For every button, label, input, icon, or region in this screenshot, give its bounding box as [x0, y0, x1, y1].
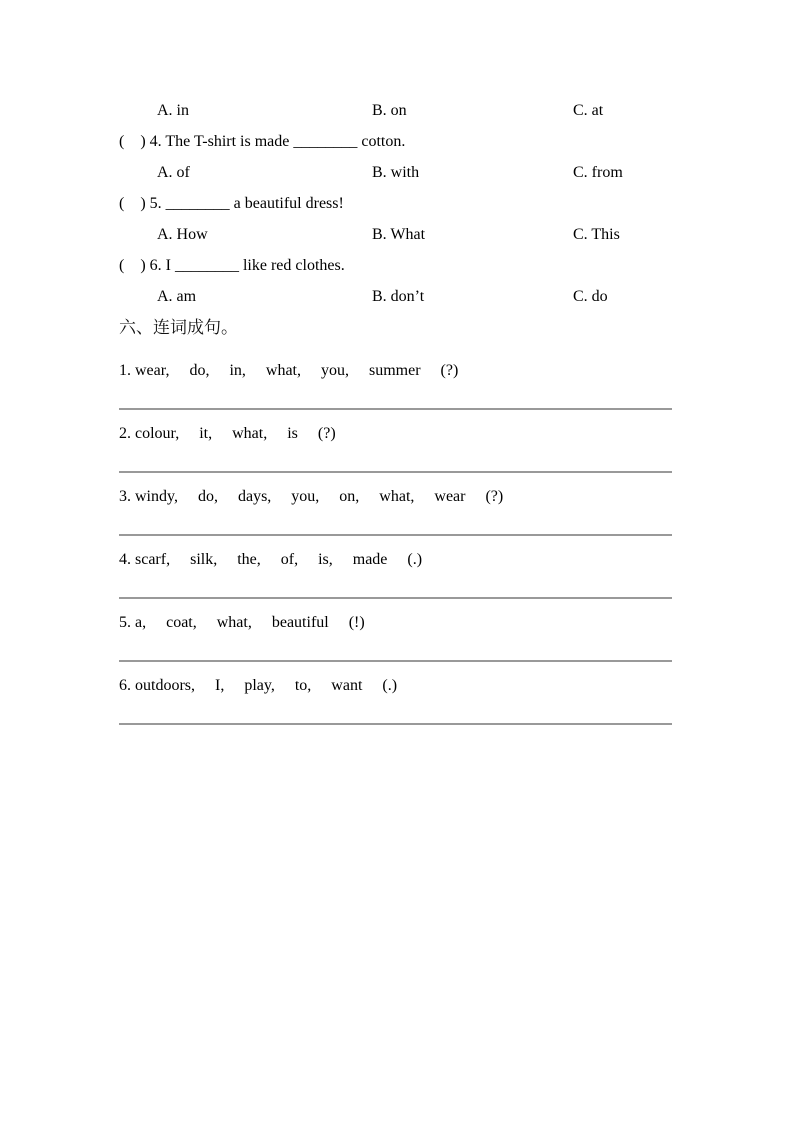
option-c: C. This	[573, 226, 620, 243]
rearrange-item-6	[119, 676, 672, 725]
options-row-q3	[119, 95, 672, 126]
option-b: B. don’t	[372, 288, 425, 305]
answer-line	[119, 534, 672, 536]
option-b: B. on	[372, 102, 407, 119]
multiple-choice-section	[119, 95, 672, 312]
rearrange-item-text: 5. a, coat, what, beautiful (!)	[119, 614, 365, 631]
option-c: C. from	[573, 164, 623, 181]
rearrange-item-text: 4. scarf, silk, the, of, is, made (.)	[119, 551, 423, 568]
options-row-q6	[119, 281, 672, 312]
rearrange-item-3	[119, 487, 672, 536]
rearrange-item-text: 6. outdoors, I, play, to, want (.)	[119, 677, 398, 694]
options-row-q5	[119, 219, 672, 250]
option-a: A. How	[157, 226, 208, 243]
answer-line	[119, 660, 672, 662]
section-heading: 六、连词成句。	[119, 318, 238, 337]
option-a: A. am	[157, 288, 197, 305]
answer-line	[119, 597, 672, 599]
options-row-q4	[119, 157, 672, 188]
rearrange-section	[119, 361, 672, 725]
rearrange-item-2	[119, 424, 672, 473]
question-4: ( ) 4. The T-shirt is made ________ cotton.	[119, 133, 406, 150]
answer-line	[119, 723, 672, 725]
rearrange-item-5	[119, 613, 672, 662]
answer-line	[119, 471, 672, 473]
option-b: B. What	[372, 226, 426, 243]
option-b: B. with	[372, 164, 420, 181]
option-a: A. of	[157, 164, 190, 181]
worksheet-content	[119, 95, 672, 739]
question-5: ( ) 5. ________ a beautiful dress!	[119, 195, 344, 212]
option-c: C. do	[573, 288, 608, 305]
option-c: C. at	[573, 102, 604, 119]
rearrange-item-1	[119, 361, 672, 410]
question-6: ( ) 6. I ________ like red clothes.	[119, 257, 345, 274]
rearrange-item-text: 3. windy, do, days, you, on, what, wear (?)	[119, 488, 504, 505]
rearrange-item-text: 2. colour, it, what, is (?)	[119, 425, 336, 442]
answer-line	[119, 408, 672, 410]
rearrange-item-text: 1. wear, do, in, what, you, summer (?)	[119, 362, 459, 379]
rearrange-item-4	[119, 550, 672, 599]
option-a: A. in	[157, 102, 189, 119]
